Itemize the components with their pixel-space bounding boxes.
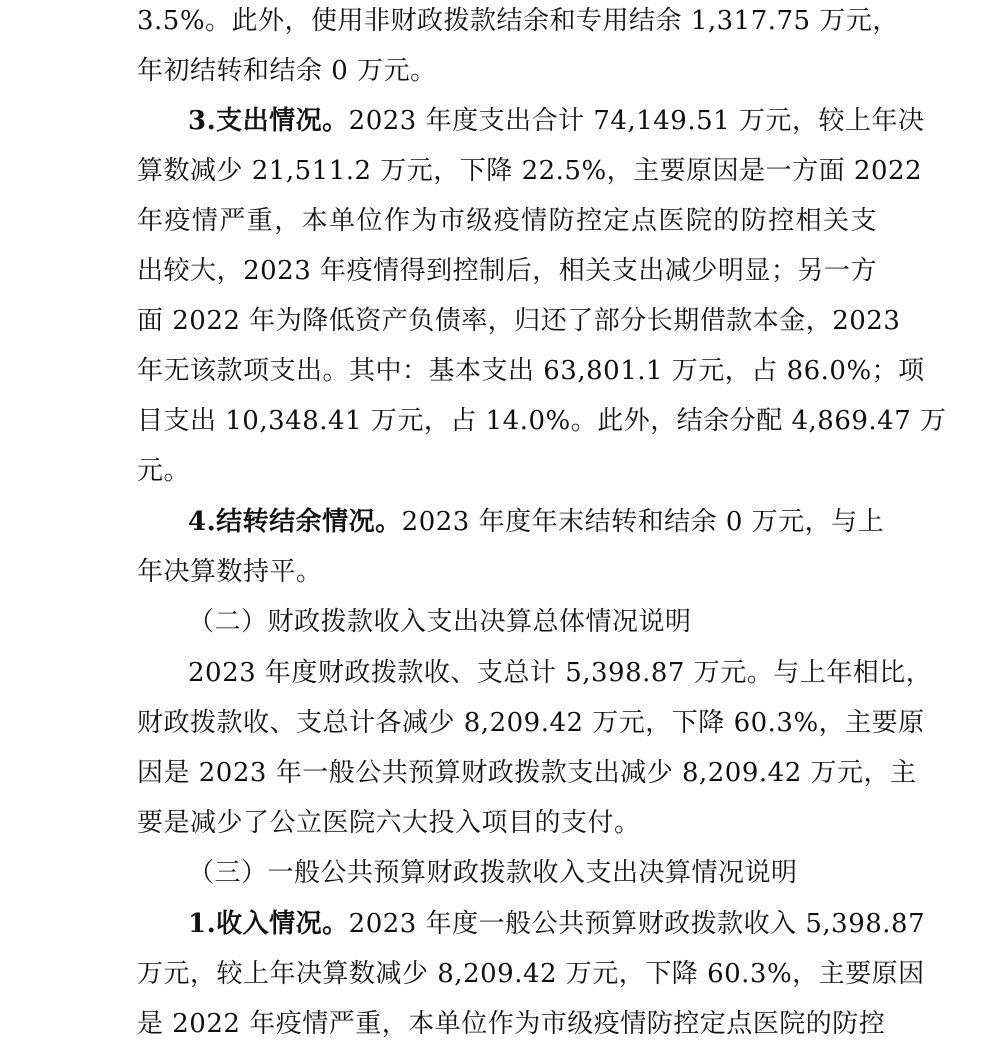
- paragraph-line: 出较大，2023 年疫情得到控制后，相关支出减少明显；另一方: [137, 256, 877, 286]
- paragraph-line: 要是减少了公立医院六大投入项目的支付。: [137, 808, 641, 838]
- section-heading: （三）一般公共预算财政拨款收入支出决算情况说明: [188, 858, 798, 888]
- paragraph-line: 目支出 10,348.41 万元，占 14.0%。此外，结余分配 4,869.47 万: [137, 406, 947, 436]
- paragraph-line: 财政拨款收、支总计各减少 8,209.42 万元，下降 60.3%，主要原: [137, 708, 925, 738]
- section-heading: （二）财政拨款收入支出决算总体情况说明: [188, 607, 692, 637]
- paragraph-line: 年无该款项支出。其中：基本支出 63,801.1 万元，占 86.0%；项: [137, 356, 925, 386]
- paragraph-line: 年疫情严重，本单位作为市级疫情防控定点医院的防控相关支: [137, 206, 877, 236]
- paragraph-line: 年决算数持平。: [137, 557, 323, 587]
- paragraph-line: [188, 497, 885, 547]
- paragraph-text: 2023 年度年末结转和结余 0 万元，与上: [401, 507, 885, 537]
- paragraph-line: 面 2022 年为降低资产负债率，归还了部分长期借款本金，2023: [137, 306, 901, 336]
- paragraph-line: 3.5%。此外，使用非财政拨款结余和专用结余 1,317.75 万元，: [137, 6, 899, 36]
- section-heading-inline: 3.支出情况。: [188, 106, 349, 136]
- paragraph-line: [188, 899, 926, 949]
- section-heading-inline: 1.收入情况。: [188, 909, 349, 939]
- section-heading-inline: 4.结转结余情况。: [188, 507, 402, 537]
- paragraph-line: 元。: [137, 456, 191, 486]
- paragraph-line: 年初结转和结余 0 万元。: [137, 56, 437, 86]
- paragraph-text: 2023 年度支出合计 74,149.51 万元，较上年决: [348, 106, 925, 136]
- paragraph-text: 2023 年度一般公共预算财政拨款收入 5,398.87: [348, 909, 926, 939]
- paragraph-line: 因是 2023 年一般公共预算财政拨款支出减少 8,209.42 万元，主: [137, 758, 917, 788]
- paragraph-line: 算数减少 21,511.2 万元，下降 22.5%，主要原因是一方面 2022: [137, 156, 923, 186]
- paragraph-line: [188, 96, 925, 146]
- paragraph-line: 2023 年度财政拨款收、支总计 5,398.87 万元。与上年相比，: [188, 658, 933, 688]
- paragraph-line: 万元，较上年决算数减少 8,209.42 万元，下降 60.3%，主要原因: [137, 959, 925, 989]
- paragraph-line: 是 2022 年疫情严重，本单位作为市级疫情防控定点医院的防控: [137, 1009, 886, 1039]
